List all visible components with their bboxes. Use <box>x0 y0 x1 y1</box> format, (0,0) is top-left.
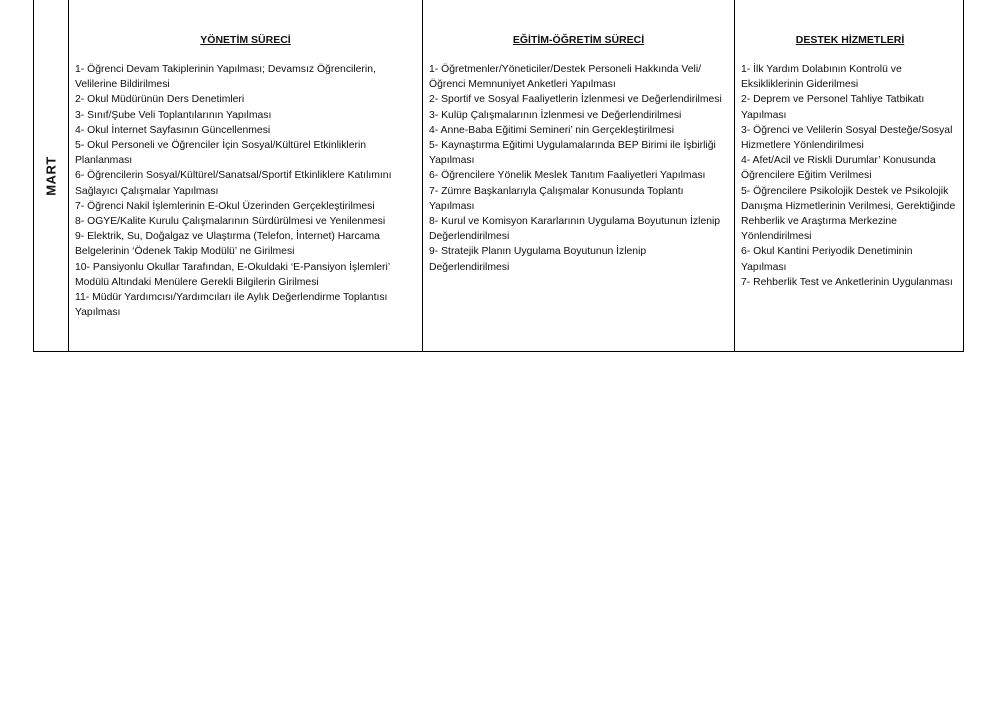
list-item: 4- Afet/Acil ve Riskli Durumlar’ Konusunda Öğrencilere Eğitim Verilmesi <box>741 155 936 182</box>
list-item: 5- Okul Personeli ve Öğrenciler İçin Sosyal/Kültürel Etkinliklerin Planlanması <box>75 140 367 167</box>
item-list <box>741 62 959 290</box>
month-label: MART <box>43 156 59 196</box>
list-item: 2- Deprem ve Personel Tahliye Tatbikatı Yapılması <box>741 94 925 121</box>
list-item: 8- Kurul ve Komisyon Kararlarının Uygulama Boyutunun İzlenip Değerlendirilmesi <box>429 216 721 243</box>
list-item: 5- Kaynaştırma Eğitimi Uygulamalarında BEP Birimi ile İşbirliği Yapılması <box>429 140 716 167</box>
column-title: DESTEK HİZMETLERİ <box>795 34 905 46</box>
list-item: 4- Okul İnternet Sayfasının Güncellenmesi <box>75 124 271 136</box>
list-item: 2- Sportif ve Sosyal Faaliyetlerin İzlenmesi ve Değerlendirilmesi <box>429 94 722 106</box>
month-column <box>34 0 69 351</box>
column-egitim-ogretim <box>423 0 735 351</box>
list-item: 6- Öğrencilere Yönelik Meslek Tanıtım Faaliyetleri Yapılması <box>429 170 706 182</box>
list-item: 11- Müdür Yardımcısı/Yardımcıları ile Aylık Değerlendirme Toplantısı Yapılması <box>75 292 388 319</box>
list-item: 3- Öğrenci ve Velilerin Sosyal Desteğe/Sosyal Hizmetlere Yönlendirilmesi <box>741 124 953 152</box>
list-item: 8- OGYE/Kalite Kurulu Çalışmalarının Sürdürülmesi ve Yenilenmesi <box>75 216 386 228</box>
column-title: EĞİTİM-ÖĞRETİM SÜRECİ <box>512 34 645 46</box>
list-item: 7- Rehberlik Test ve Anketlerinin Uygulanması <box>741 276 953 288</box>
list-item: 2- Okul Müdürünün Ders Denetimleri <box>75 94 245 106</box>
list-item: 7- Öğrenci Nakil İşlemlerinin E-Okul Üzerinden Gerçekleştirilmesi <box>75 200 375 212</box>
column-title: YÖNETİM SÜRECİ <box>200 34 291 46</box>
list-item: 9- Elektrik, Su, Doğalgaz ve Ulaştırma (Telefon, İnternet) Harcama Belgelerinin ‘Ödenek Takip Modülü’ ne Girilmesi <box>75 231 380 258</box>
column-destek-hizmetleri <box>735 0 965 351</box>
list-item: 4- Anne-Baba Eğitimi Semineri’ nin Gerçekleştirilmesi <box>429 124 675 136</box>
list-item: 1- Öğrenci Devam Takiplerinin Yapılması; Devamsız Öğrencilerin, Velilerine Bildirilmesi <box>75 64 376 91</box>
list-item: 1- Öğretmenler/Yöneticiler/Destek Personeli Hakkında Veli/Öğrenci Memnuniyet Anketleri Yapılması <box>429 64 702 91</box>
item-list <box>429 62 728 275</box>
list-item: 7- Zümre Başkanlarıyla Çalışmalar Konusunda Toplantı Yapılması <box>429 185 684 212</box>
list-item: 6- Öğrencilerin Sosyal/Kültürel/Sanatsal/Sportif Etkinliklere Katılımını Sağlayıcı Çalışmalar Yapılması <box>75 170 392 197</box>
plan-table <box>33 0 964 352</box>
list-item: 9- Stratejik Planın Uygulama Boyutunun İzlenip Değerlendirilmesi <box>429 246 647 273</box>
list-item: 6- Okul Kantini Periyodik Denetiminin Yapılması <box>741 246 913 273</box>
list-item: 3- Sınıf/Şube Veli Toplantılarının Yapılması <box>75 109 272 121</box>
list-item: 1- İlk Yardım Dolabının Kontrolü ve Eksikliklerinin Giderilmesi <box>741 64 902 91</box>
item-list <box>75 62 416 320</box>
list-item: 5- Öğrencilere Psikolojik Destek ve Psikolojik Danışma Hizmetlerinin Verilmesi, Gerektiğinde Rehberlik ve Araştırma Merkezine Yönlendirilmesi <box>741 185 956 243</box>
list-item: 10- Pansiyonlu Okullar Tarafından, E-Okuldaki ‘E-Pansiyon İşlemleri’ Modülü Altındaki Menülere Gerekli Bilgilerin Girilmesi <box>75 261 390 288</box>
column-yonetim <box>69 0 423 351</box>
list-item: 3- Kulüp Çalışmalarının İzlenmesi ve Değerlendirilmesi <box>429 109 682 121</box>
